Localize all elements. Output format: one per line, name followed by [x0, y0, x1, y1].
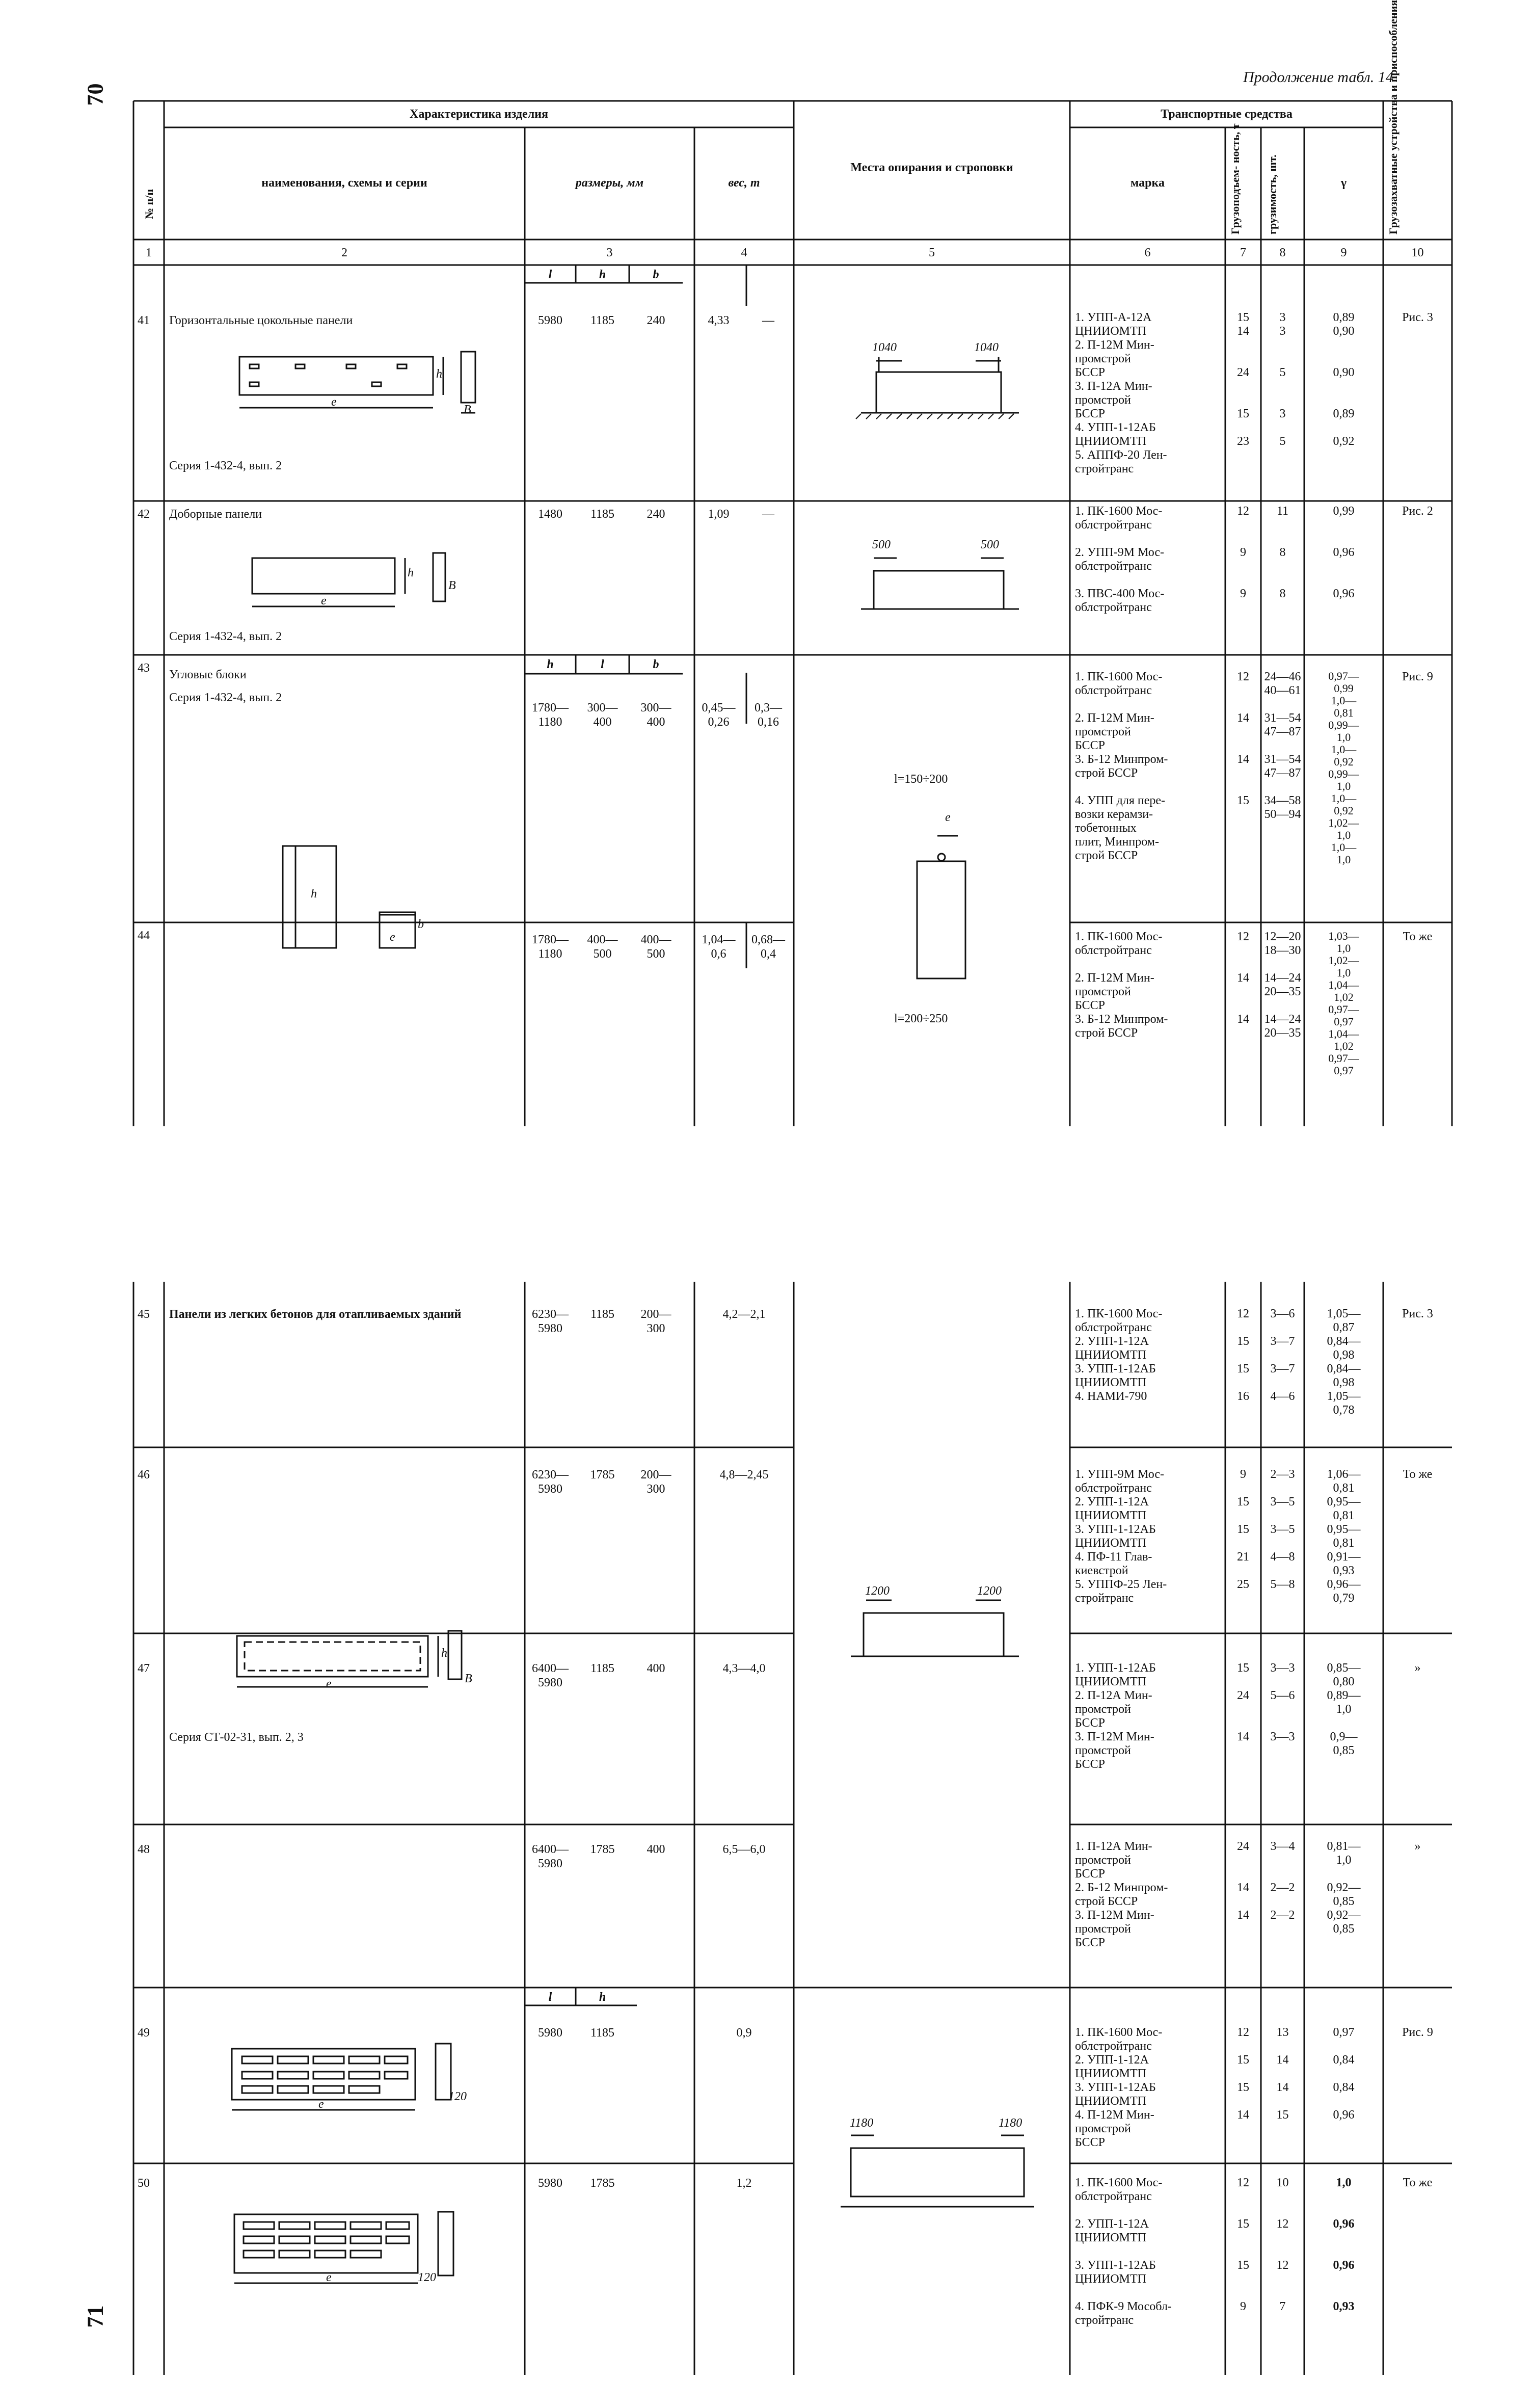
cell-brand: 1. ПК-1600 Мос- облстройтранс 2. УПП-1-12А ЦНИИОМТП 3. УПП-1-12АБ ЦНИИОМТП 4. НАМИ-790: [1075, 1307, 1163, 1403]
drawing-label-b: b: [418, 918, 424, 931]
header-group-transport: Транспортные средства: [1161, 108, 1293, 121]
row-number: 50: [138, 2177, 150, 2190]
cell-weight: 4,3—4,0: [722, 1662, 766, 1675]
dim-letter-l: l: [548, 268, 552, 281]
cell-weight: 6,5—6,0: [722, 1843, 766, 1856]
col-number-8: 8: [1279, 246, 1286, 259]
header-col-capacity: Грузоподъем- ность, т: [1229, 123, 1242, 234]
cell-device: Рис. 3: [1402, 311, 1433, 324]
drawing-dim-120: 120: [448, 2090, 467, 2103]
cell-h: 1185: [590, 314, 615, 327]
cell-weight-2: —: [762, 508, 774, 521]
page-number-top: 70: [83, 83, 108, 106]
header-col-size: размеры, мм: [575, 176, 644, 190]
cell-device: »: [1414, 1840, 1421, 1853]
cell-load: 12—20 18—30 14—24 20—35 14—24 20—35: [1264, 930, 1301, 1040]
cell-device: То же: [1403, 2176, 1433, 2189]
support-dim-b: 500: [981, 538, 999, 551]
cell-b: 200— 300: [640, 1468, 671, 1496]
drawing-label-e: e: [318, 2098, 324, 2111]
drawing-label-e: e: [326, 2271, 332, 2284]
cell-gamma: 0,99 0,96 0,96: [1333, 505, 1355, 600]
cell-device: Рис. 2: [1402, 505, 1433, 518]
cell-b: 400— 500: [640, 933, 671, 961]
cell-h: 1185: [590, 1662, 615, 1675]
cell-weight-2: —: [762, 314, 774, 327]
cell-h: 1785: [590, 1843, 615, 1856]
cell-device: То же: [1403, 930, 1433, 943]
dim-letter-h-43: h: [547, 658, 554, 671]
drawing-label-e: e: [390, 931, 395, 944]
drawing-label-b: B: [464, 403, 471, 416]
row-name: Горизонтальные цокольные панели: [169, 314, 353, 327]
cell-capacity: 12 15 15 14: [1237, 2026, 1249, 2122]
row-name: Панели из легких бетонов для отапливаемых зданий: [169, 1308, 462, 1321]
cell-gamma: 0,97— 0,99 1,0— 0,81 0,99— 1,0 1,0— 0,92 0,99— 1,0 1,0— 0,92 1,02— 1,0 1,0— 1,0: [1328, 670, 1359, 866]
col-number-4: 4: [741, 246, 747, 259]
col-number-1: 1: [146, 246, 152, 259]
row-number: 41: [138, 314, 150, 327]
cell-capacity: 9 15 15 21 25: [1237, 1468, 1249, 1591]
cell-weight-2: 0,3— 0,16: [755, 701, 782, 729]
cell-brand: 1. ПК-1600 Мос- облстройтранс 2. УПП-1-12А ЦНИИОМТП 3. УПП-1-12АБ ЦНИИОМТП 4. П-12М Мин- промстрой БССР: [1075, 2026, 1163, 2149]
drawing-label-e: e: [321, 594, 327, 607]
cell-b: 240: [647, 508, 665, 521]
cell-load: 3—4 2—2 2—2: [1270, 1840, 1295, 1922]
cell-brand: 1. ПК-1600 Мос- облстройтранс 2. УПП-9М Мос- облстройтранс 3. ПВС-400 Мос- облстройтранс: [1075, 505, 1165, 614]
support-dim-b: 1200: [977, 1584, 1002, 1598]
cell-device: Рис. 3: [1402, 1307, 1433, 1320]
cell-l: 5980: [538, 314, 562, 327]
cell-b: 300— 400: [640, 701, 671, 729]
cell-h: 1185: [590, 2026, 615, 2040]
cell-load: 10 12 12 7: [1276, 2176, 1289, 2313]
cell-brand: 1. УПП-1-12АБ ЦНИИОМТП 2. П-12А Мин- промстрой БССР 3. П-12М Мин- промстрой БССР: [1075, 1661, 1156, 1771]
cell-device: Рис. 9: [1402, 2026, 1433, 2039]
header-col-load: грузимость, шт.: [1266, 154, 1279, 234]
drawing-label-h: h: [441, 1647, 447, 1660]
cell-weight: 4,2—2,1: [722, 1308, 766, 1321]
row-series: Серия 1-432-4, вып. 2: [169, 630, 282, 643]
cell-capacity: 12 9 9: [1237, 505, 1249, 600]
continuation-caption: Продолжение табл. 14: [1243, 69, 1393, 86]
cell-brand: 1. ПК-1600 Мос- облстройтранс 2. УПП-1-12А ЦНИИОМТП 3. УПП-1-12АБ ЦНИИОМТП 4. ПФК-9 Мособл- стройтранс: [1075, 2176, 1172, 2327]
dim-letter-h-49: h: [599, 1991, 606, 2004]
cell-capacity: 12 15 15 16: [1237, 1307, 1249, 1403]
row-number: 42: [138, 508, 150, 521]
cell-brand: 1. П-12А Мин- промстрой БССР 2. Б-12 Минпром- строй БССР 3. П-12М Мин- промстрой БССР: [1075, 1840, 1168, 1949]
cell-gamma: 1,0 0,96 0,96 0,93: [1333, 2176, 1355, 2313]
cell-l: 6400— 5980: [532, 1662, 569, 1689]
row-name: Доборные панели: [169, 508, 262, 521]
cell-device: »: [1414, 1661, 1421, 1675]
cell-capacity: 12 14 14: [1237, 930, 1249, 1026]
cell-capacity: 12 14 14 15: [1237, 670, 1249, 807]
row-series: Серия СТ-02-31, вып. 2, 3: [169, 1731, 304, 1744]
cell-l: 5980: [538, 2177, 562, 2190]
drawing-label-e: e: [331, 395, 337, 409]
cell-b: 400: [647, 1662, 665, 1675]
drawing-label-e: e: [326, 1677, 332, 1690]
dim-letter-l-49: l: [548, 1991, 552, 2004]
row-number: 48: [138, 1843, 150, 1856]
cell-h: 1780— 1180: [532, 933, 569, 961]
support-dim-b: 1180: [999, 2116, 1022, 2130]
support-dim-a: 500: [872, 538, 891, 551]
cell-capacity: 15 24 14: [1237, 1661, 1249, 1743]
cell-l: 5980: [538, 2026, 562, 2040]
dim-letter-l-43: l: [601, 658, 604, 671]
header-col-devices: Грузозахватные устройства и приспособления: [1387, 0, 1400, 234]
cell-device: То же: [1403, 1468, 1433, 1481]
cell-l: 6230— 5980: [532, 1468, 569, 1496]
cell-gamma: 0,97 0,84 0,84 0,96: [1333, 2026, 1355, 2122]
col-number-3: 3: [606, 246, 613, 259]
drawing-label-b: B: [448, 579, 456, 592]
cell-weight: 4,8—2,45: [719, 1468, 769, 1481]
support-dim-a: 1040: [872, 341, 897, 354]
cell-weight: 1,04— 0,6: [702, 933, 736, 961]
page-number-bottom: 71: [83, 2305, 108, 2328]
cell-weight: 4,33: [708, 314, 730, 327]
cell-load: 11 8 8: [1276, 505, 1289, 600]
cell-weight-2: 0,68— 0,4: [751, 933, 785, 961]
cell-gamma: 1,06— 0,81 0,95— 0,81 0,95— 0,81 0,91— 0,93 0,96— 0,79: [1327, 1468, 1361, 1605]
support-note-1: l=150÷200: [894, 773, 948, 786]
dim-letter-b-43: b: [653, 658, 659, 671]
cell-gamma: 0,89 0,90 0,90 0,89 0,92: [1333, 311, 1355, 448]
cell-load: 3 3 5 3 5: [1279, 311, 1286, 448]
cell-h: 1785: [590, 2177, 615, 2190]
cell-brand: 1. ПК-1600 Мос- облстройтранс 2. П-12М Мин- промстрой БССР 3. Б-12 Минпром- строй БССР: [1075, 930, 1168, 1040]
col-number-10: 10: [1411, 246, 1424, 259]
header-col-support: Места опирания и строповки: [850, 161, 1013, 174]
row-series: Серия 1-432-4, вып. 2: [169, 459, 282, 472]
cell-gamma: 1,05— 0,87 0,84— 0,98 0,84— 0,98 1,05— 0,78: [1327, 1307, 1361, 1417]
cell-capacity: 12 15 15 9: [1237, 2176, 1249, 2313]
support-label-e: e: [945, 811, 951, 824]
header-col-brand: марка: [1131, 176, 1165, 190]
cell-brand: 1. ПК-1600 Мос- облстройтранс 2. П-12М Мин- промстрой БССР 3. Б-12 Минпром- строй БССР 4. УПП для пере- возки керамзи- тобетонных плит, Минпром- строй БССР: [1075, 670, 1168, 862]
cell-load: 2—3 3—5 3—5 4—8 5—8: [1270, 1468, 1295, 1591]
col-number-6: 6: [1144, 246, 1151, 259]
row-name: Угловые блоки: [169, 668, 247, 681]
dim-letter-b: b: [653, 268, 659, 281]
header-group-product: Характеристика изделия: [410, 108, 548, 121]
cell-b: 200— 300: [640, 1308, 671, 1335]
drawing-label-h: h: [436, 367, 442, 381]
cell-weight: 1,09: [708, 508, 730, 521]
cell-l: 1480: [538, 508, 562, 521]
cell-brand: 1. УПП-9М Мос- облстройтранс 2. УПП-1-12А ЦНИИОМТП 3. УПП-1-12АБ ЦНИИОМТП 4. ПФ-11 Глав- киевстрой 5. УППФ-25 Лен- стройтранс: [1075, 1468, 1167, 1605]
cell-load: 24—46 40—61 31—54 47—87 31—54 47—87 34—58 50—94: [1264, 670, 1301, 821]
cell-weight: 1,2: [736, 2177, 752, 2190]
cell-gamma: 0,85— 0,80 0,89— 1,0 0,9— 0,85: [1327, 1661, 1361, 1757]
cell-weight: 0,9: [736, 2026, 752, 2040]
cell-l: 400— 500: [587, 933, 618, 961]
col-number-2: 2: [341, 246, 347, 259]
cell-l: 6400— 5980: [532, 1843, 569, 1870]
header-col-weight: вес, т: [728, 176, 760, 190]
col-number-7: 7: [1240, 246, 1246, 259]
cell-h: 1785: [590, 1468, 615, 1481]
drawing-label-h: h: [408, 566, 414, 579]
cell-load: 3—3 5—6 3—3: [1270, 1661, 1295, 1743]
row-number: 44: [138, 929, 150, 942]
cell-h: 1780— 1180: [532, 701, 569, 729]
row-number: 43: [138, 661, 150, 675]
row-number: 49: [138, 2026, 150, 2040]
cell-device: Рис. 9: [1402, 670, 1433, 683]
drawing-dim-120: 120: [418, 2271, 436, 2284]
cell-gamma: 1,03— 1,0 1,02— 1,0 1,04— 1,02 0,97— 0,97 1,04— 1,02 0,97— 0,97: [1328, 930, 1359, 1077]
cell-capacity: 24 14 14: [1237, 1840, 1249, 1922]
support-note-2: l=200÷250: [894, 1012, 948, 1025]
support-dim-b: 1040: [974, 341, 999, 354]
row-number: 47: [138, 1662, 150, 1675]
cell-capacity: 15 14 24 15 23: [1237, 311, 1249, 448]
support-dim-a: 1180: [850, 2116, 874, 2130]
cell-b: 240: [647, 314, 665, 327]
col-number-5: 5: [929, 246, 935, 259]
header-col-number: № п/п: [143, 189, 155, 219]
drawing-label-h: h: [311, 887, 317, 901]
cell-brand: 1. УПП-А-12А ЦНИИОМТП 2. П-12М Мин- промстрой БССР 3. П-12А Мин- промстрой БССР 4. УПП-1-12АБ ЦНИИОМТП 5. АППФ-20 Лен- стройтранс: [1075, 311, 1167, 475]
header-col-name: наименования, схемы и серии: [261, 176, 427, 190]
dim-letter-h: h: [599, 268, 606, 281]
cell-load: 3—6 3—7 3—7 4—6: [1270, 1307, 1295, 1403]
row-number: 45: [138, 1308, 150, 1321]
cell-weight: 0,45— 0,26: [702, 701, 736, 729]
row-number: 46: [138, 1468, 150, 1481]
cell-h: 1185: [590, 508, 615, 521]
cell-l: 6230— 5980: [532, 1308, 569, 1335]
header-col-gamma: γ: [1340, 176, 1347, 190]
cell-load: 13 14 14 15: [1276, 2026, 1289, 2122]
cell-l: 300— 400: [587, 701, 618, 729]
col-number-9: 9: [1340, 246, 1347, 259]
cell-gamma: 0,81— 1,0 0,92— 0,85 0,92— 0,85: [1327, 1840, 1361, 1936]
row-series: Серия 1-432-4, вып. 2: [169, 691, 282, 704]
cell-h: 1185: [590, 1308, 615, 1321]
cell-b: 400: [647, 1843, 665, 1856]
support-dim-a: 1200: [865, 1584, 890, 1598]
drawing-label-b: B: [465, 1672, 472, 1685]
